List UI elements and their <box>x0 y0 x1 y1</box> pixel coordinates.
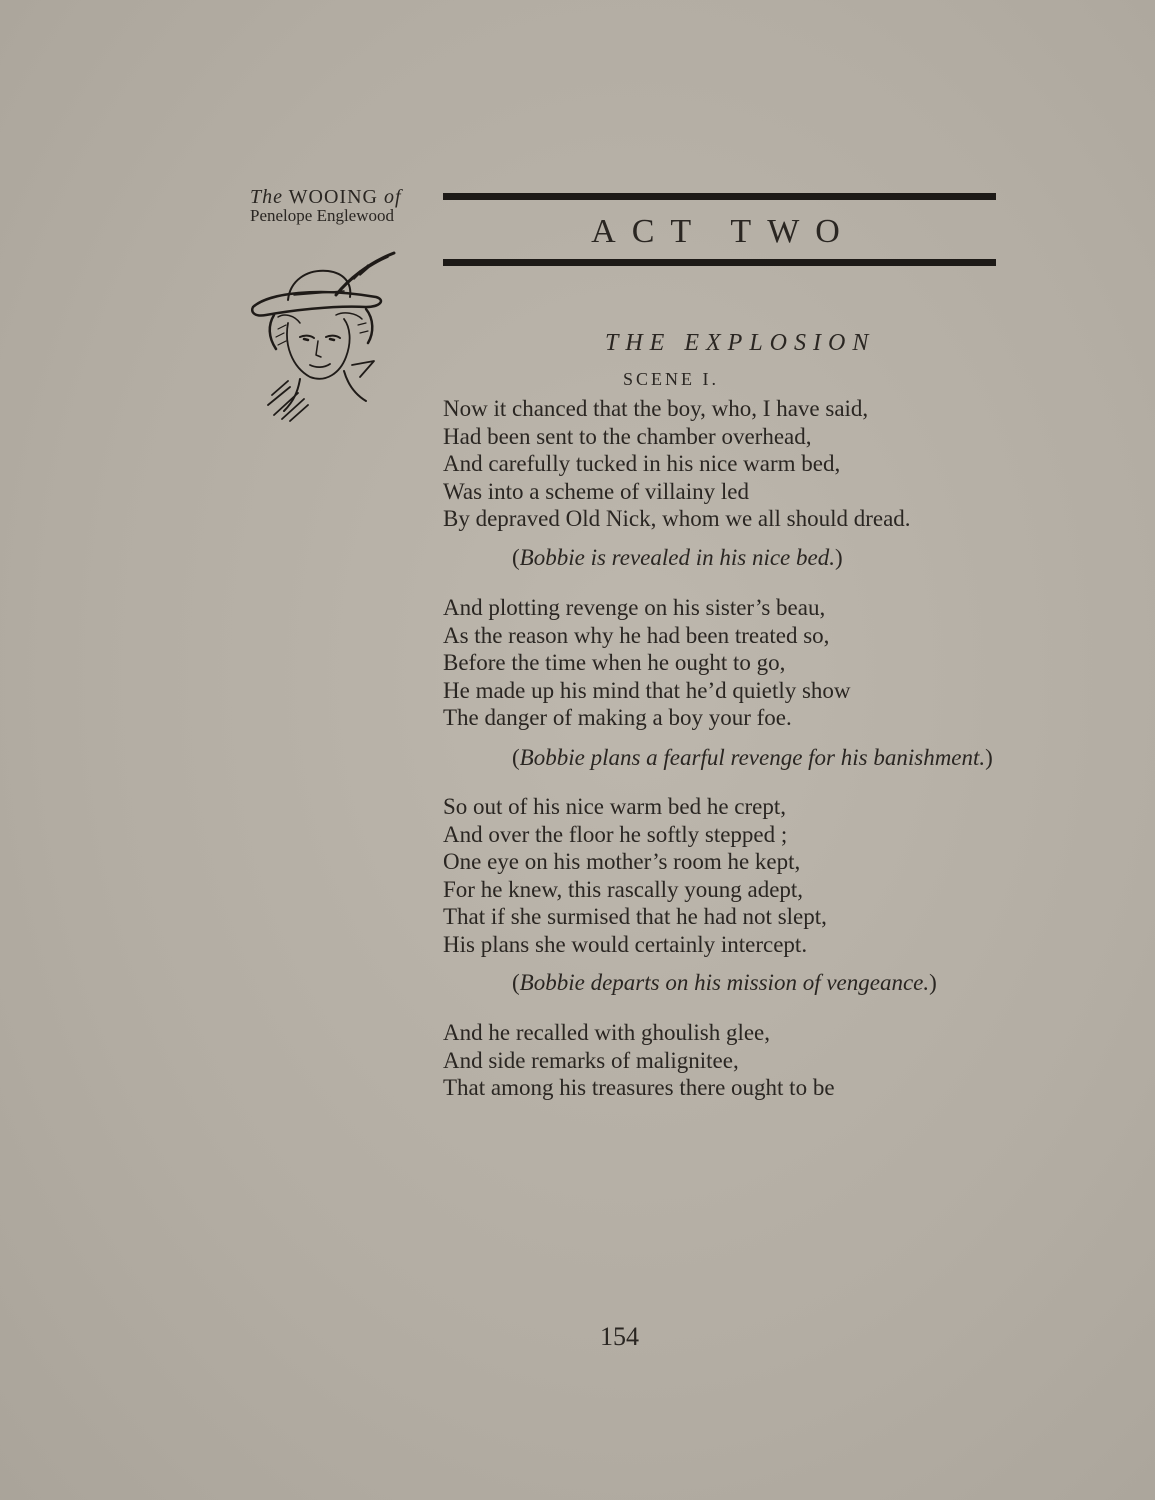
heading-rule-bottom <box>443 259 996 266</box>
verse-line: By depraved Old Nick, whom we all should dread. <box>443 506 911 531</box>
stanza-4 <box>443 1019 835 1102</box>
verse-line: Was into a scheme of villainy led <box>443 478 750 504</box>
verse-line: That among his treasures there ought to be <box>443 1075 835 1100</box>
stanza-2 <box>443 594 851 732</box>
section-title: THE EXPLOSION <box>605 330 876 356</box>
stanza-3 <box>443 793 827 958</box>
stanza-1 <box>443 395 911 533</box>
stage-direction-text: Bobbie is revealed in his nice bed. <box>519 545 835 570</box>
verse-line: So out of his nice warm bed he crept, <box>443 794 786 819</box>
scene-label: SCENE I. <box>623 369 719 389</box>
stage-direction-3: (Bobbie departs on his mission of vengeance.) <box>512 970 937 995</box>
verse-line: And side remarks of malignitee, <box>443 1047 739 1073</box>
verse-line: For he knew, this rascally young adept, <box>443 876 804 902</box>
stage-direction-text: Bobbie plans a fearful revenge for his banishment. <box>519 745 986 770</box>
stage-direction-2: (Bobbie plans a fearful revenge for his banishment.) <box>512 745 993 770</box>
verse-line: And over the floor he softly stepped ; <box>443 821 788 847</box>
verse-line: And carefully tucked in his nice warm bed, <box>443 451 841 476</box>
verse-line: His plans she would certainly intercept. <box>443 931 808 957</box>
title-suffix: of <box>383 186 402 208</box>
heading-rule-top <box>443 193 996 200</box>
stage-direction-text: Bobbie departs on his mission of vengeance. <box>519 970 930 995</box>
verse-line: And plotting revenge on his sister’s beau, <box>443 595 826 620</box>
running-head-title <box>250 186 402 208</box>
verse-line: The danger of making a boy your foe. <box>443 705 792 730</box>
stage-direction-1: (Bobbie is revealed in his nice bed.) <box>512 545 843 570</box>
verse-line: Had been sent to the chamber overhead, <box>443 423 812 449</box>
act-heading: ACT TWO <box>591 213 856 250</box>
page-number: 154 <box>600 1322 639 1351</box>
verse-line: That if she surmised that he had not slept, <box>443 904 827 929</box>
woman-portrait-illustration <box>248 245 398 425</box>
verse-line: And he recalled with ghoulish glee, <box>443 1020 771 1045</box>
verse-line: Now it chanced that the boy, who, I have said, <box>443 396 869 421</box>
title-main: WOOING <box>288 186 378 208</box>
verse-line: He made up his mind that he’d quietly show <box>443 677 851 703</box>
verse-line: Before the time when he ought to go, <box>443 650 786 675</box>
verse-line: One eye on his mother’s room he kept, <box>443 849 801 874</box>
running-head-subtitle: Penelope Englewood <box>250 206 394 225</box>
title-prefix: The <box>250 186 283 208</box>
verse-line: As the reason why he had been treated so, <box>443 622 830 648</box>
